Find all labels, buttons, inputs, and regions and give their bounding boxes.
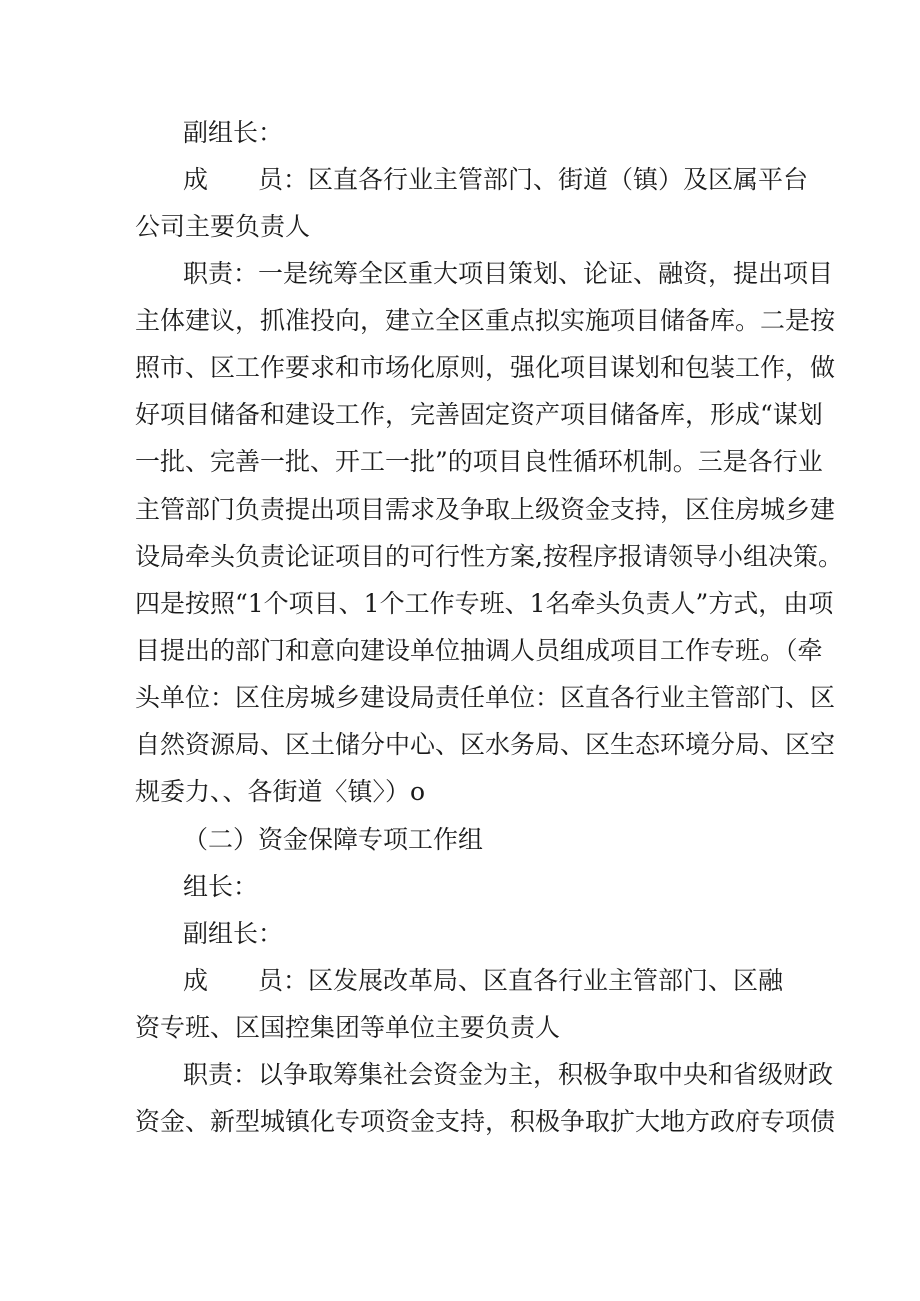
duty-paragraph-line: 职责：以争取筹集社会资金为主，积极争取中央和省级财政	[183, 1060, 834, 1089]
leader-line: 组长：	[183, 872, 259, 901]
vice-leader-line: 副组长：	[183, 919, 284, 948]
duty-paragraph-line: 职责：一是统筹全区重大项目策划、论证、融资，提出项目	[183, 259, 834, 288]
members-line-cont: 公司主要负责人	[135, 212, 311, 241]
duty-paragraph-line: 目提出的部门和意向建设单位抽调人员组成项目工作专班。（牵	[135, 636, 823, 665]
members-line-cont: 资专班、区国控集团等单位主要负责人	[135, 1013, 561, 1042]
vice-leader-line: 副组长：	[183, 118, 284, 147]
duty-paragraph-line: 主体建议，抓准投向，建立全区重点拟实施项目储备库。二是按	[135, 306, 836, 335]
section-heading: （二）资金保障专项工作组	[183, 825, 484, 854]
duty-paragraph-line: 主管部门负责提出项目需求及争取上级资金支持，区住房城乡建	[135, 495, 836, 524]
duty-paragraph-line: 照市、区工作要求和市场化原则，强化项目谋划和包装工作，做	[135, 353, 836, 382]
duty-paragraph-line: 设局牵头负责论证项目的可行性方案,按程序报请领导小组决策。	[135, 542, 843, 571]
duty-paragraph-line: 规委力、、各街道〈镇〉）o	[135, 777, 426, 806]
duty-paragraph-line: 资金、新型城镇化专项资金支持，积极争取扩大地方政府专项债	[135, 1107, 836, 1136]
duty-paragraph-line: 好项目储备和建设工作，完善固定资产项目储备库，形成“谋划	[135, 400, 823, 429]
duty-paragraph-line: 自然资源局、区土储分中心、区水务局、区生态环境分局、区空	[135, 730, 836, 759]
duty-paragraph-line: 头单位：区住房城乡建设局责任单位：区直各行业主管部门、区	[135, 683, 836, 712]
duty-paragraph-line: 一批、完善一批、开工一批”的项目良性循环机制。三是各行业	[135, 447, 823, 476]
members-line: 成 员：区发展改革局、区直各行业主管部门、区融	[183, 966, 784, 995]
members-line: 成 员：区直各行业主管部门、街道（镇）及区属平台	[183, 165, 809, 194]
duty-paragraph-line: 四是按照“1个项目、1个工作专班、1名牵头负责人”方式，由项	[135, 589, 834, 618]
